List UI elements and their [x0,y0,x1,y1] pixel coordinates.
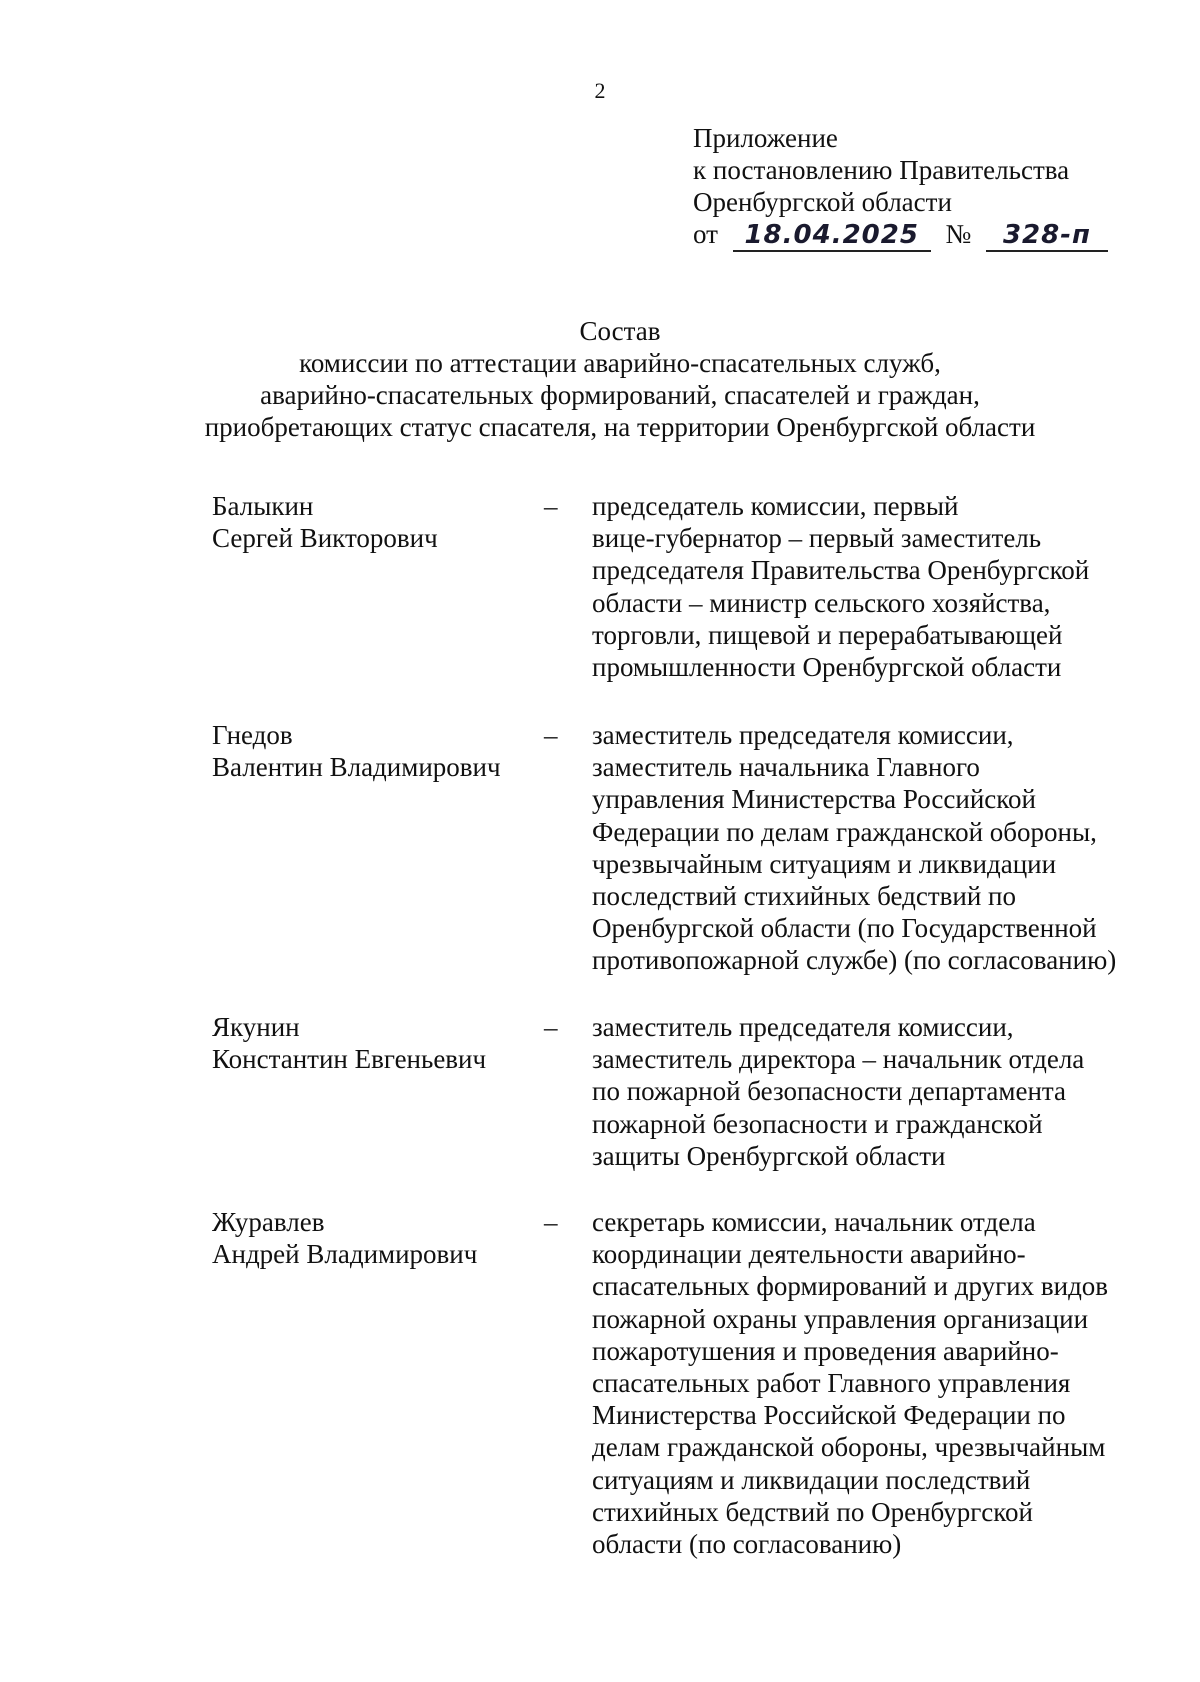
member-role [592,719,1152,977]
role-line: пожарной безопасности и гражданской [592,1108,1043,1139]
role-line: спасательных формирований и других видов [592,1271,1109,1302]
member-name [212,719,532,783]
role-line: заместитель директора – начальник отдела [592,1044,1085,1075]
member-dash: – [544,1012,558,1042]
role-line: пожарной охраны управления организации [592,1303,1089,1334]
role-line: заместитель председателя комиссии, [592,1012,1014,1042]
role-line: Федерации по делам гражданской обороны, [592,816,1097,847]
page-number: 2 [594,78,606,103]
role-line: пожаротушения и проведения аварийно- [592,1335,1059,1366]
appendix-date-number-line [693,218,1108,252]
role-line: ситуациям и ликвидации последствий [592,1464,1031,1495]
member-surname: Балыкин [212,491,314,521]
handwritten-date: 18.04.2025 [733,220,931,252]
role-line: торговли, пищевой и перерабатывающей [592,619,1063,650]
member-role [592,1206,1152,1560]
title-heading: Состав [579,316,661,346]
date-prefix: от [693,219,718,249]
member-surname: Гнедов [212,720,293,750]
role-line: вице-губернатор – первый заместитель [592,523,1042,554]
role-line: секретарь комиссии, начальник отдела [592,1207,1036,1237]
member-dash: – [544,1207,558,1237]
appendix-title: Приложение [693,123,838,153]
title-line-2: аварийно-спасательных формирований, спасателей и граждан, [260,380,980,410]
member-given-names: Константин Евгеньевич [212,1044,487,1075]
title-line-1: комиссии по аттестации аварийно-спасательных служб, [299,348,941,378]
role-line: защиты Оренбургской области [592,1140,946,1171]
role-line: делам гражданской обороны, чрезвычайным [592,1432,1106,1463]
member-role [592,490,1152,683]
role-line: противопожарной службе) (по согласованию) [592,945,1117,976]
role-line: стихийных бедствий по Оренбургской [592,1496,1033,1527]
role-line: последствий стихийных бедствий по [592,881,1016,912]
member-name [212,490,532,554]
member-role [592,1011,1152,1172]
member-dash: – [544,720,558,750]
member-name [212,1011,532,1075]
role-line: заместитель начальника Главного [592,752,980,783]
role-line: области – министр сельского хозяйства, [592,587,1051,618]
role-line: области (по согласованию) [592,1529,902,1560]
role-line: председатель комиссии, первый [592,491,959,521]
role-line: промышленности Оренбургской области [592,652,1062,683]
title-line-3: приобретающих статус спасателя, на территории Оренбургской области [204,412,1036,442]
role-line: председателя Правительства Оренбургской [592,555,1090,586]
role-line: управления Министерства Российской [592,784,1036,815]
member-surname: Журавлев [212,1207,325,1237]
appendix-header [693,122,1108,252]
role-line: координации деятельности аварийно- [592,1239,1026,1270]
role-line: чрезвычайным ситуациям и ликвидации [592,848,1057,879]
role-line: спасательных работ Главного управления [592,1368,1071,1399]
appendix-region: Оренбургской области [693,187,952,217]
role-line: Министерства Российской Федерации по [592,1400,1066,1431]
member-name [212,1206,532,1270]
member-dash: – [544,491,558,521]
appendix-reference: к постановлению Правительства [693,155,1070,185]
member-given-names: Валентин Владимирович [212,752,501,783]
role-line: Оренбургской области (по Государственной [592,913,1097,944]
role-line: заместитель председателя комиссии, [592,720,1014,750]
role-line: по пожарной безопасности департамента [592,1076,1067,1107]
member-given-names: Андрей Владимирович [212,1239,478,1270]
document-title [20,315,1200,443]
number-sign: № [945,219,972,249]
handwritten-number: 328-п [986,220,1108,252]
member-surname: Якунин [212,1012,300,1042]
member-given-names: Сергей Викторович [212,523,438,554]
